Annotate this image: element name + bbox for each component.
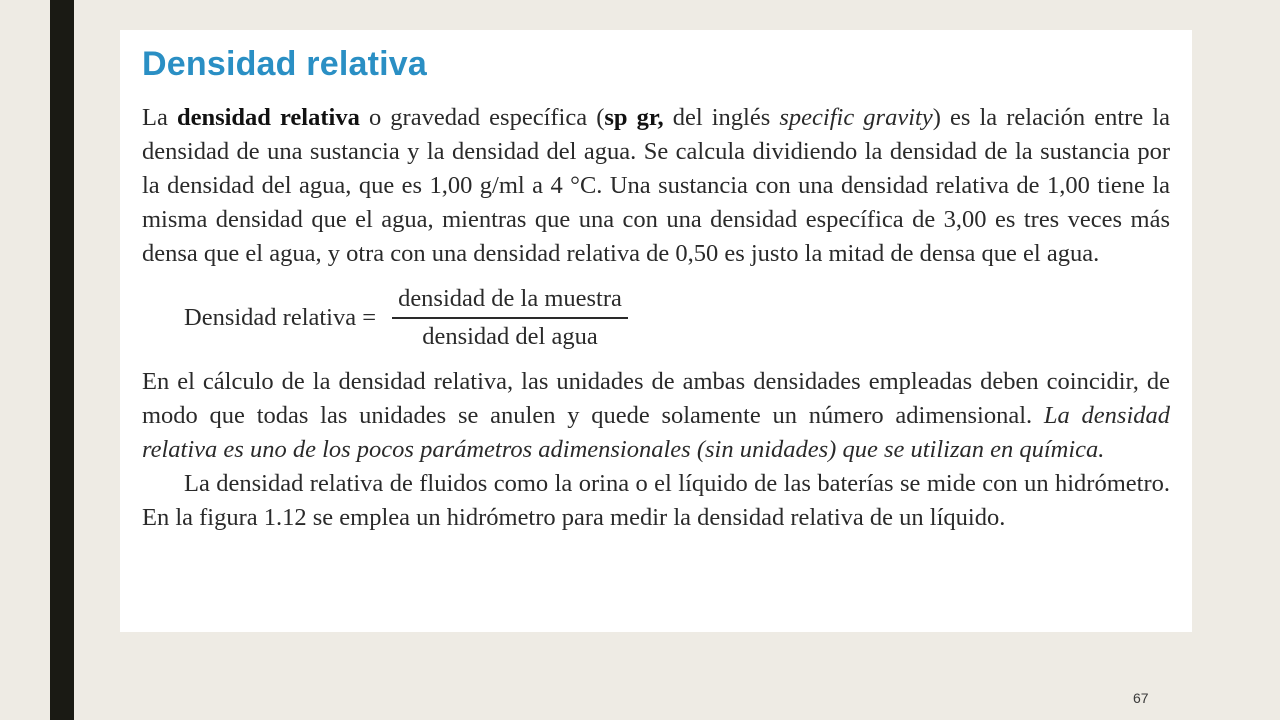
english-term: specific gravity (779, 104, 933, 132)
units-text: En el cálculo de la densidad relativa, las unidades de ambas densidades empleadas deben coincidir, de modo que todas las unidades se anulen y quede solamente un número adimensional. (142, 368, 1170, 430)
abbreviation-bold: sp gr, (604, 104, 664, 132)
section-title: Densidad relativa (142, 45, 427, 83)
mid-text-2: del inglés (663, 104, 780, 132)
formula-fraction (392, 283, 628, 353)
formula-numerator: densidad de la muestra (392, 283, 628, 319)
mid-text-1: o gravedad específica ( (359, 104, 605, 132)
hydrometer-paragraph: La densidad relativa de fluidos como la orina o el líquido de las baterías se mide con un hidrómetro. En la figura 1.12 se emplea un hidrómetro para medir la densidad relativa de un líquido. (142, 470, 1170, 532)
relative-density-formula (184, 283, 1170, 353)
textbook-excerpt (120, 30, 1192, 632)
units-italic-text: La densidad relativa es uno de los pocos parámetros adimensionales (sin unidades) que se utilizan en química. (142, 402, 1171, 464)
left-accent-bar (50, 0, 74, 720)
intro-text: La (142, 104, 177, 132)
formula-denominator: densidad del agua (422, 323, 598, 351)
formula-lhs: Densidad relativa = (184, 304, 377, 332)
term-bold: densidad relativa (176, 104, 360, 132)
definition-rest: ) es la relación entre la densidad de una sustancia y la densidad del agua. Se calcula dividiendo la densidad de la sustancia por la densidad del agua, que es 1,00 g/ml a 4 °C. Una sustancia con una densidad relativa de 1,00 tiene la misma densidad que el agua, mientras que una con una densidad específica de 3,00 es tres veces más densa que el agua, y otra con una densidad relativa de 0,50 es justo la mitad de densa que el agua. (142, 104, 1170, 268)
page-number: 67 (1133, 690, 1149, 706)
units-paragraph (142, 365, 1170, 467)
definition-paragraph (142, 101, 1170, 271)
